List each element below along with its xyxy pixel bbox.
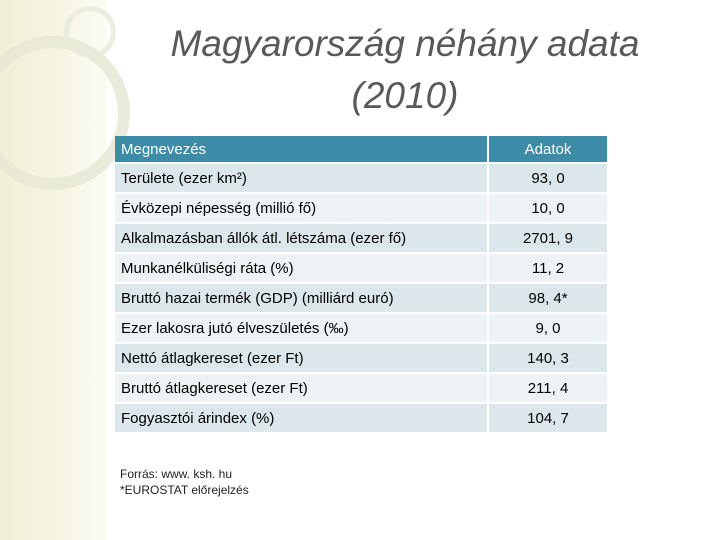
row-name: Bruttó hazai termék (GDP) (milliárd euró) — [115, 284, 489, 314]
table-row — [115, 314, 609, 344]
row-value: 98, 4* — [489, 284, 609, 314]
row-value: 2701, 9 — [489, 224, 609, 254]
row-value: 10, 0 — [489, 194, 609, 224]
row-value: 93, 0 — [489, 164, 609, 194]
forecast-footnote: *EUROSTAT előrejelzés — [120, 483, 249, 497]
row-value: 140, 3 — [489, 344, 609, 374]
header-name: Megnevezés — [115, 136, 489, 164]
source-note — [120, 466, 249, 498]
row-value: 9, 0 — [489, 314, 609, 344]
row-name: Bruttó átlagkereset (ezer Ft) — [115, 374, 489, 404]
row-name: Nettó átlagkereset (ezer Ft) — [115, 344, 489, 374]
row-value: 11, 2 — [489, 254, 609, 284]
row-value: 104, 7 — [489, 404, 609, 434]
row-name: Ezer lakosra jutó élveszületés (‰) — [115, 314, 489, 344]
row-name: Alkalmazásban állók átl. létszáma (ezer fő) — [115, 224, 489, 254]
row-value: 211, 4 — [489, 374, 609, 404]
row-name: Fogyasztói árindex (%) — [115, 404, 489, 434]
table-row — [115, 344, 609, 374]
table-header-row — [115, 136, 609, 164]
slide-title-line-2: (2010) — [351, 75, 459, 116]
table-row — [115, 284, 609, 314]
header-value: Adatok — [489, 136, 609, 164]
statistics-table — [115, 136, 609, 434]
table-row — [115, 164, 609, 194]
row-name: Munkanélküliségi ráta (%) — [115, 254, 489, 284]
decorative-ring-small — [64, 6, 116, 58]
row-name: Évközepi népesség (millió fő) — [115, 194, 489, 224]
row-name: Területe (ezer km²) — [115, 164, 489, 194]
decorative-ring — [0, 36, 130, 190]
slide-title — [120, 18, 690, 122]
table-row — [115, 194, 609, 224]
table-row — [115, 404, 609, 434]
table-row — [115, 254, 609, 284]
slide-title-line-1: Magyarország néhány adata — [170, 23, 640, 64]
table-row — [115, 374, 609, 404]
source-line: Forrás: www. ksh. hu — [120, 467, 233, 481]
table-row — [115, 224, 609, 254]
